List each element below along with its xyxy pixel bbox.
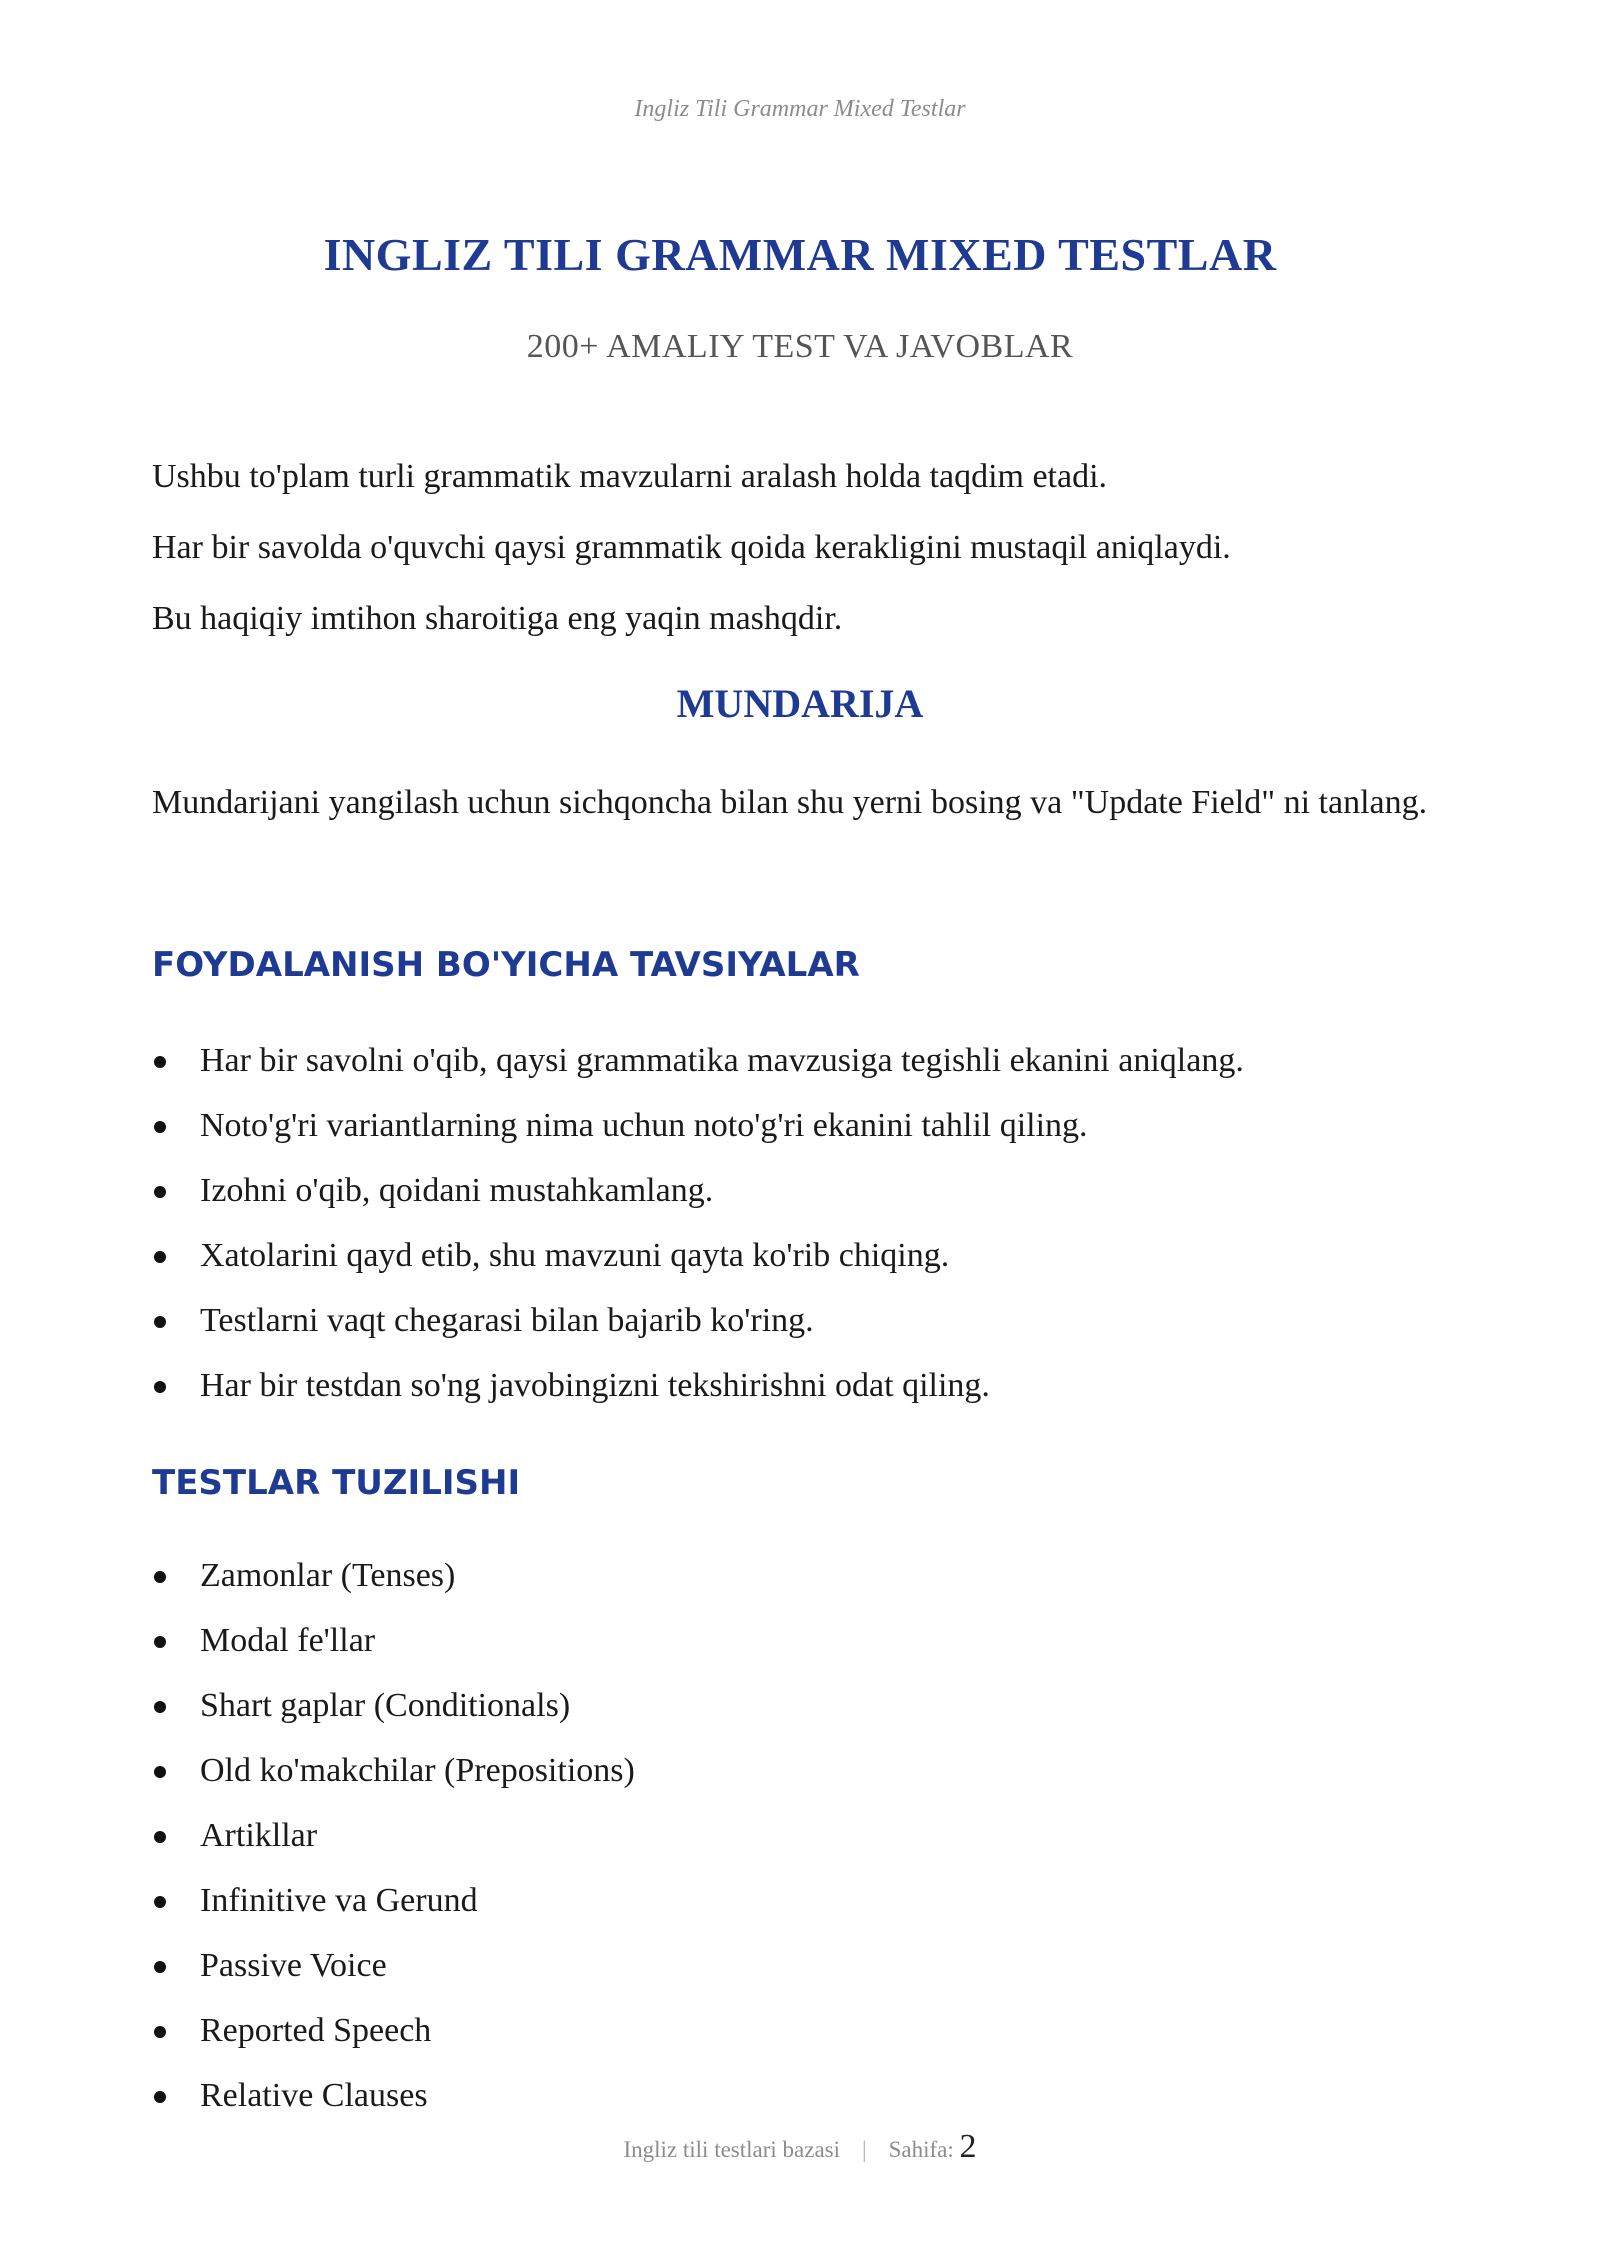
list-item bbox=[152, 1543, 635, 1608]
list-item-text: Har bir savolni o'qib, qaysi grammatika mavzusiga tegishli ekanini aniqlang. bbox=[200, 1042, 1244, 1079]
bullet-icon bbox=[154, 1251, 166, 1263]
list-item-text: Zamonlar (Tenses) bbox=[200, 1557, 456, 1594]
toc-heading: MUNDARIJA bbox=[676, 681, 924, 726]
list-item-text: Noto'g'ri variantlarning nima uchun noto'g'ri ekanini tahlil qiling. bbox=[200, 1107, 1088, 1144]
intro-paragraphs bbox=[152, 441, 1452, 654]
bullet-icon bbox=[154, 1636, 166, 1648]
page-label: Sahifa: bbox=[888, 2137, 954, 2162]
toc-update-field[interactable]: Mundarijani yangilash uchun sichqoncha bilan shu yerni bosing va "Update Field" ni tanlang. bbox=[152, 784, 1428, 821]
bullet-icon bbox=[154, 1766, 166, 1778]
list-item bbox=[152, 1288, 1244, 1353]
intro-line: Ushbu to'plam turli grammatik mavzularni aralash holda taqdim etadi. bbox=[152, 458, 1108, 495]
bullet-icon bbox=[154, 1381, 166, 1393]
list-item bbox=[152, 1223, 1244, 1288]
page-number: 2 bbox=[959, 2128, 977, 2165]
structure-heading: TESTLAR TUZILISHI bbox=[152, 1463, 521, 1503]
footer-source: Ingliz tili testlari bazasi bbox=[623, 2137, 840, 2162]
list-item-text: Modal fe'llar bbox=[200, 1622, 376, 1659]
running-header: Ingliz Tili Grammar Mixed Testlar bbox=[634, 96, 966, 122]
list-item-text: Shart gaplar (Conditionals) bbox=[200, 1687, 571, 1724]
list-item bbox=[152, 1028, 1244, 1093]
list-item bbox=[152, 1738, 635, 1803]
list-item bbox=[152, 1158, 1244, 1223]
list-item bbox=[152, 1353, 1244, 1418]
bullet-icon bbox=[154, 2091, 166, 2103]
tips-heading: FOYDALANISH BO'YICHA TAVSIYALAR bbox=[152, 945, 860, 985]
intro-line: Bu haqiqiy imtihon sharoitiga eng yaqin mashqdir. bbox=[152, 600, 843, 637]
bullet-icon bbox=[154, 1316, 166, 1328]
list-item bbox=[152, 1868, 635, 1933]
list-item-text: Passive Voice bbox=[200, 1947, 387, 1984]
list-item bbox=[152, 2063, 635, 2128]
footer-separator: | bbox=[862, 2137, 867, 2162]
list-item-text: Har bir testdan so'ng javobingizni tekshirishni odat qiling. bbox=[200, 1367, 990, 1404]
list-item-text: Testlarni vaqt chegarasi bilan bajarib ko'ring. bbox=[200, 1302, 814, 1339]
document-title: INGLIZ TILI GRAMMAR MIXED TESTLAR bbox=[323, 229, 1277, 280]
list-item bbox=[152, 1998, 635, 2063]
bullet-icon bbox=[154, 2026, 166, 2038]
document-subtitle: 200+ AMALIY TEST VA JAVOBLAR bbox=[526, 328, 1074, 365]
list-item bbox=[152, 1933, 635, 1998]
bullet-icon bbox=[154, 1571, 166, 1583]
list-item-text: Artikllar bbox=[200, 1817, 318, 1854]
bullet-icon bbox=[154, 1056, 166, 1068]
list-item-text: Infinitive va Gerund bbox=[200, 1882, 478, 1919]
list-item-text: Izohni o'qib, qoidani mustahkamlang. bbox=[200, 1172, 714, 1209]
bullet-icon bbox=[154, 1701, 166, 1713]
page-footer bbox=[0, 2128, 1600, 2166]
bullet-icon bbox=[154, 1831, 166, 1843]
list-item-text: Old ko'makchilar (Prepositions) bbox=[200, 1752, 635, 1789]
list-item-text: Xatolarini qayd etib, shu mavzuni qayta ko'rib chiqing. bbox=[200, 1237, 950, 1274]
bullet-icon bbox=[154, 1186, 166, 1198]
bullet-icon bbox=[154, 1896, 166, 1908]
list-item bbox=[152, 1608, 635, 1673]
bullet-icon bbox=[154, 1121, 166, 1133]
list-item bbox=[152, 1803, 635, 1868]
tips-list bbox=[152, 1028, 1244, 1418]
intro-line: Har bir savolda o'quvchi qaysi grammatik qoida kerakligini mustaqil aniqlaydi. bbox=[152, 529, 1231, 566]
bullet-icon bbox=[154, 1961, 166, 1973]
list-item-text: Relative Clauses bbox=[200, 2077, 428, 2114]
list-item bbox=[152, 1093, 1244, 1158]
structure-list bbox=[152, 1543, 635, 2128]
list-item-text: Reported Speech bbox=[200, 2012, 432, 2049]
list-item bbox=[152, 1673, 635, 1738]
